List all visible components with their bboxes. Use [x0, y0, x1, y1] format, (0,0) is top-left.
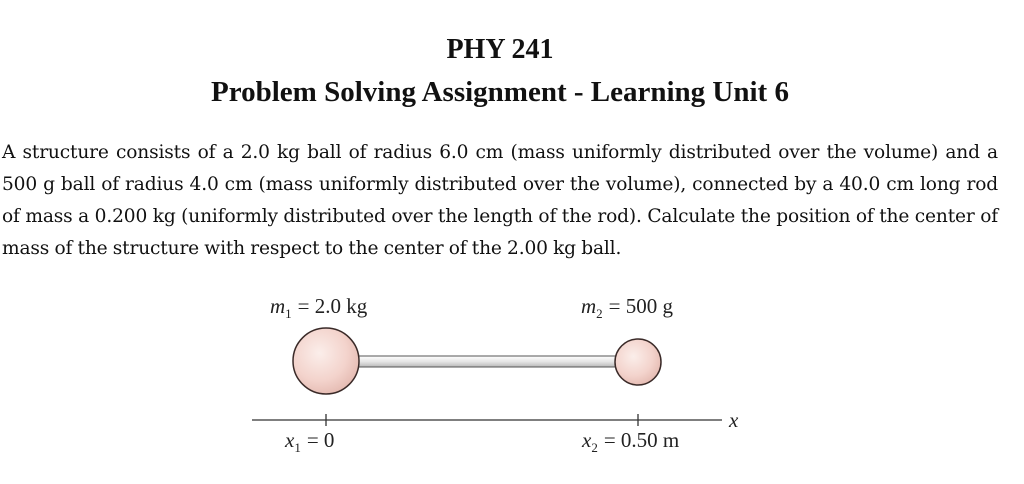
pos1-value: = 0 [306, 428, 335, 452]
pos1-subscript: 1 [294, 440, 301, 455]
mass2-value: = 500 g [608, 294, 674, 318]
axis-label: x [729, 408, 739, 432]
pos1-label [284, 428, 334, 455]
mass1-value: = 2.0 kg [297, 294, 368, 318]
large-ball [293, 328, 359, 394]
mass2-symbol: m [581, 294, 597, 318]
assignment-title: Problem Solving Assignment - Learning Unit 6 [211, 76, 789, 108]
small-ball [615, 339, 661, 385]
mass2-subscript: 2 [596, 306, 603, 321]
pos2-subscript: 2 [591, 440, 598, 455]
pos2-label [581, 428, 679, 455]
mass1-label [270, 294, 368, 321]
pos2-symbol: x [582, 428, 592, 452]
pos1-symbol: x [285, 428, 295, 452]
pos2-value: = 0.50 m [603, 428, 680, 452]
problem-statement: A structure consists of a 2.0 kg ball of radius 6.0 cm (mass uniformly distributed over the volume) and a 500 g ball of radius 4.0 cm (mass uniformly distributed over the volume), connected by a 40.0 cm long rod of mass a 0.200 kg (uniformly distributed over the length of the rod). Calculate the position of the center of mass of the structure with respect to the center of the 2.00 kg ball. [2, 142, 998, 259]
mass1-subscript: 1 [285, 306, 292, 321]
mass1-symbol: m [270, 294, 286, 318]
mass2-label [581, 294, 674, 321]
course-code: PHY 241 [446, 34, 554, 65]
connecting-rod [356, 356, 628, 367]
